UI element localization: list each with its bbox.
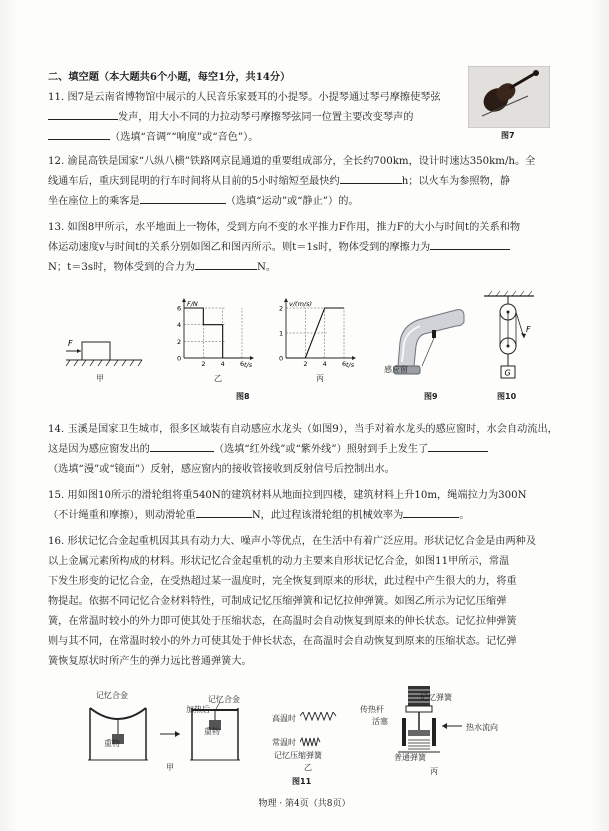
fig11-jia-label: 甲 — [166, 763, 174, 772]
q13-line-3: N；t＝3s时，物体受到的合力为 — [48, 262, 195, 273]
fig8-jia-diagram — [64, 330, 144, 372]
y-tick-label: 2 — [279, 304, 284, 313]
fig7-caption: 图7 — [501, 131, 515, 140]
q14-blank-2[interactable] — [428, 441, 488, 452]
x-tick-label: 4 — [220, 360, 225, 368]
x-tick-label: 6 — [240, 360, 245, 368]
fig9-sensor-label: 感应窗 — [384, 365, 408, 374]
q13-line-3b: N。 — [256, 262, 277, 273]
question-13 — [48, 218, 556, 278]
q11-line-3: （选填“音调”“响度”或“音色”）。 — [110, 132, 259, 143]
q12-line-2b: h；以火车为参照物，静 — [401, 176, 511, 187]
fig11-label-heated: 加热后 — [186, 705, 210, 714]
y-axis-label: v/(m/s) — [289, 300, 313, 308]
q15-line-2c: 。 — [459, 510, 470, 521]
q11-blank-1[interactable] — [48, 109, 118, 120]
fig11-label-weight-2: 重物 — [204, 727, 220, 736]
q12-line-2: 线通车后，重庆到昆明的行车时间将从目前的5小时缩短至最快约 — [48, 176, 340, 187]
q16-line-3: 下发生形变的记忆合金，在受热超过某一温度时，完全恢复到原来的形状，此过程中产生很大的力，将重 — [48, 576, 517, 587]
fig11-label-normal-spring: 普通弹簧 — [394, 753, 426, 762]
x-tick-label: 4 — [322, 360, 327, 368]
y-tick-label: 2 — [177, 337, 182, 346]
q15-blank-2[interactable] — [403, 507, 459, 518]
fig10-load-label: G — [504, 368, 511, 378]
q15-blank-1[interactable] — [196, 507, 252, 518]
q16-line-1: 16. 形状记忆合金起重机因其具有动力大、噪声小等优点，在生活中有着广泛应用。形状记忆合金是由两种及 — [48, 536, 537, 547]
fig11-label-normal-temp: 常温时 — [272, 738, 296, 747]
x-tick-label: 2 — [201, 360, 206, 368]
x-axis-arrow — [250, 356, 254, 360]
fig11-yi-label: 乙 — [304, 763, 312, 772]
x-axis-label: t/s — [244, 361, 253, 369]
y-axis-arrow — [182, 298, 186, 302]
q14-blank-1[interactable] — [150, 441, 214, 452]
q14-line-2b: （选填“红外线”或“紫外线”）照射到手上发生了 — [213, 444, 429, 455]
question-14 — [48, 420, 556, 480]
q11-line-1: 11. 图7是云南省博物馆中展示的人民音乐家聂耳的小提琴。小提琴通过琴弓摩擦使琴弦 — [48, 92, 441, 103]
q12-blank-1[interactable] — [340, 173, 402, 184]
fig8-bing-chart — [272, 296, 362, 374]
fig11-bing-label: 丙 — [430, 767, 438, 776]
q16-line-7: 簧恢复原状时所产生的弹力远比普通弹簧大。 — [48, 656, 252, 667]
q11-line-2: 发声，用大小不同的力拉动琴弓摩擦琴弦同一位置主要改变琴声的 — [118, 112, 414, 123]
fig11-label-alloy-2: 记忆合金 — [208, 695, 240, 704]
x-axis-arrow — [352, 356, 356, 360]
question-16 — [48, 532, 556, 672]
x-tick-label: 6 — [342, 360, 347, 368]
q12-line-3b: （选填“运动”或“静止”）的。 — [225, 196, 359, 207]
page-footer: 物理 · 第4页（共8页） — [258, 799, 351, 809]
fig11-label-alloy-1: 记忆合金 — [96, 691, 128, 700]
q16-line-6: 则与其不同，在常温时较小的外力可使其处于伸长状态，在高温时会自动恢复到原来的压缩状态。记忆弹 — [48, 636, 517, 647]
q13-line-2: 体运动速度v与时间t的关系分别如图乙和图丙所示。则t＝1s时，物体受到的摩擦力为 — [48, 242, 431, 253]
q13-blank-1[interactable] — [430, 239, 510, 250]
question-12 — [48, 152, 556, 212]
series-line — [184, 308, 242, 358]
fig11-label-valve: 活塞 — [372, 717, 388, 726]
fig10-force-label: F — [526, 325, 531, 334]
y-tick-label: 6 — [177, 304, 182, 313]
x-tick-label: 2 — [303, 360, 308, 368]
q16-line-5: 簧，在常温时较小的外力即可使其处于压缩状态，在高温时会自动恢复到原来的伸长状态。记忆拉伸弹簧 — [48, 616, 517, 627]
section-title: 二、填空题（本大题共6个小题，每空1分，共14分） — [48, 71, 291, 83]
fig10-caption: 图10 — [497, 392, 517, 401]
fig8-bing-label: 丙 — [316, 374, 324, 383]
y-axis-arrow — [284, 298, 288, 302]
q14-line-3: （选填“漫”或“镜面”）反射，感应窗内的接收管接收到反射信号后控制出水。 — [48, 464, 395, 475]
fig10-pulley-diagram — [478, 290, 538, 386]
y-tick-label: 1 — [279, 329, 284, 338]
fig11-label-high-temp: 高温时 — [272, 714, 296, 723]
fig8-yi-label: 乙 — [214, 374, 222, 383]
q13-line-1: 13. 如图8甲所示，水平地面上一物体，受到方向不变的水平推力F作用，推力F的大小与时间t的关系和物 — [48, 222, 521, 233]
q12-line-1: 12. 渝昆高铁是国家“八纵八横”铁路网京昆通道的重要组成部分，全长约700km，设计时速达350km/h。全 — [48, 156, 536, 167]
fig11-label-heat-rod: 传热杆 — [360, 705, 384, 714]
fig11-caption: 图11 — [292, 777, 312, 786]
y-tick-label: 0 — [177, 354, 182, 363]
x-axis-label: t/s — [346, 361, 355, 369]
q14-line-1: 14. 玉溪是国家卫生城市，很多区域装有自动感应水龙头（如图9），当手对着水龙头的感应窗时，水会自动流出， — [48, 424, 558, 435]
q16-line-4: 物提起。依据不同记忆合金材料特性，可制成记忆压缩弹簧和记忆拉伸弹簧。如图乙所示为记忆压缩弹 — [48, 596, 507, 607]
q15-line-2: （不计绳重和摩擦），则动滑轮重 — [48, 510, 196, 521]
fig11-label-memory-spring: 记忆弹簧 — [420, 693, 452, 702]
q13-blank-2[interactable] — [195, 259, 257, 270]
q15-line-1: 15. 用如图10所示的滑轮组将重540N的建筑材料从地面拉到四楼，建筑材料上升10m，绳端拉力为300N — [48, 490, 527, 501]
fig8-force-label: F — [68, 339, 73, 348]
question-15 — [48, 486, 556, 526]
q15-line-2b: N，此过程该滑轮组的机械效率为 — [251, 510, 404, 521]
q14-line-2: 这是因为感应窗发出的 — [48, 444, 150, 455]
q12-blank-2[interactable] — [140, 193, 226, 204]
y-tick-label: 4 — [177, 321, 182, 330]
fig11-label-compress-spring: 记忆压缩弹簧 — [274, 751, 322, 760]
q12-line-3: 坐在座位上的乘客是 — [48, 196, 140, 207]
fig9-caption: 图9 — [424, 392, 438, 401]
y-axis-label: F/N — [187, 300, 198, 308]
fig11-label-hot-water: 热水流向 — [466, 723, 498, 732]
fig8-caption: 图8 — [236, 392, 250, 401]
q11-blank-2[interactable] — [48, 129, 110, 140]
q16-line-2: 以上金属元素所构成的材料。形状记忆合金起重机的动力主要来自形状记忆合金，如图11甲所示，常温 — [48, 556, 510, 567]
y-tick-label: 0 — [279, 354, 284, 363]
fig11-label-weight-1: 重物 — [104, 739, 120, 748]
fig8-yi-chart — [170, 296, 260, 374]
violin-photo — [468, 66, 550, 128]
fig8-jia-label: 甲 — [96, 374, 104, 383]
